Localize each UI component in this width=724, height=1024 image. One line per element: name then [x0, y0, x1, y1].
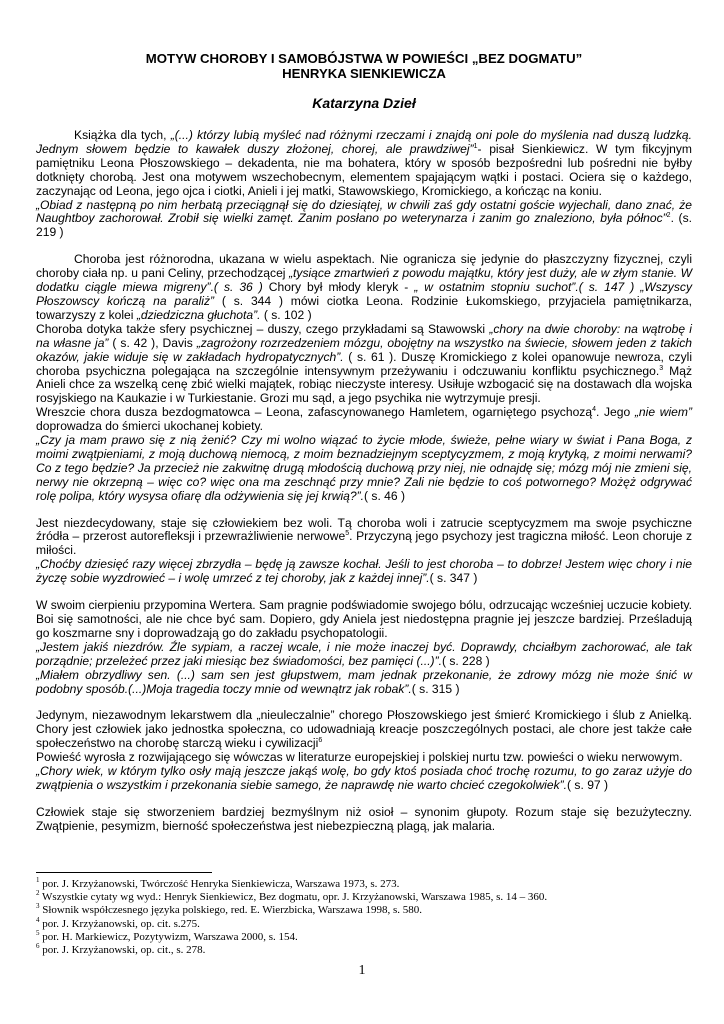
quote-run: „chory na dwie choroby: na wątrobę i na własne ja”: [36, 321, 692, 350]
quote-run: „Czy ja mam prawo się z nią żenić? Czy mi wolno wiązać to życie młode, świeże, pełne wiary w świat i Pana Boga, z moimi zwątpieniami, z moją duchową niemocą, z moim beznadziejnym sceptycyzmem, z moją krytyką, z moimi nerwami? Co z tego będzie? Ja przecież nie zakwitnę drugą młodością duchową przy niej, nie odnajdę się; mózg mój nie zmieni się, nerwy nie okrzepną – więc co? więc ona ma zeschnąć przy mnie? Zali nie będzie to coś potwornego? Możęż odgrywać rolę polipa, który wysysa ofiarę dla odżywienia się jej krwią?”.: [36, 433, 692, 503]
text-run: Książka dla tych,: [74, 128, 171, 142]
footnote: [36, 891, 692, 904]
title-line-2: HENRYKA SIENKIEWICZA: [282, 65, 446, 81]
footnote-text: Wszystkie cytaty wg wyd.: Henryk Sienkiewicz, Bez dogmatu, opr. J. Krzyżanowski, Warszawa 1985, s. 14 – 360.: [39, 891, 548, 904]
footnote-number: 3: [36, 902, 40, 911]
text-run: - pisał Sienkiewicz. W tym fikcyjnym pamiętniku Leona Płoszowskiego – dekadenta, nie ma bohatera, który w sposób bezpośredni lub pośredni nie byłby dotknięty chorobą. Jest ona motywem wszechobecnym, elementem spajającym wątki i postaci. Ociera się o każdego, zaczynając od Leona, jego ojca i ciotki, Anieli i jej matki, Stawowskiego, Kromickiego, a kończąc na koniu.: [36, 141, 692, 198]
page-ref: ( s. 347 ): [429, 571, 478, 586]
footnote-ref[interactable]: 6: [318, 737, 323, 745]
footnote: [36, 944, 692, 957]
page-ref: ( s. 315 ): [411, 681, 460, 696]
text-run: . Jego: [595, 405, 635, 420]
text-run: doprowadza do śmierci ukochanej kobiety.: [36, 419, 263, 434]
quote-run: „ w ostatnim stopniu suchot”.( s. 147 ) „Wszyscy Płoszowscy kończą na paraliż”: [36, 280, 692, 308]
quote-run: „Choćby dziesięć razy więcej zbrzydła – będę ją zawsze kochał. Jeśli to jest choroba – to dobrze! Jestem więc chory i nie życzę sobie wyzdrowieć – i wolę umrzeć z tej choroby, jak z każdej innej”.: [36, 557, 692, 586]
text-run: ( s. 42 ), Davis: [108, 335, 197, 350]
quotation: [36, 434, 692, 504]
footnote-ref[interactable]: 2: [666, 212, 671, 220]
paragraph: Człowiek staje się stworzeniem bardziej bezmyślnym niż osioł – synonim głupoty. Rozum staje się bezużyteczny. Zwątpienie, pesymizm, bierność społeczeństwa jest niebezpieczną plagą, jak malaria.: [36, 804, 692, 833]
quotation: [36, 669, 692, 697]
page-ref: ( s. 97 ): [567, 777, 609, 792]
quotation: [36, 558, 692, 586]
paragraph: W swoim cierpieniu przypomina Wertera. Sam pragnie podświadomie swojego bólu, odrzucając wcześniej uczucie kobiety. Boi się samotności, ale nie chce być sam. Dopiero, gdy Aniela jest niedostępna pragnie jej jeszcze bardziej. Prześladują go koszmarne sny i doprowadzają go do zakładu psychopatologii.: [36, 598, 692, 640]
paragraph: [36, 323, 692, 406]
text-run: . Przyczyną jego psychozy jest tragiczna miłość. Leon choruje z miłości.: [36, 529, 692, 558]
paragraph: [36, 253, 692, 323]
paper-title: [36, 52, 692, 81]
footnote-divider: [36, 872, 212, 873]
text-run: ( s. 61 ). Duszę Kromickiego z kolei opanowuje newroza, czyli choroba psychiczna polegająca na szczególnie intensywnym przeżywaniu i odczuwaniu konfliktu psychicznego.: [36, 349, 693, 378]
page-ref: ( s. 228 ): [441, 653, 490, 668]
quote-run: „zagrożony rozrzedzeniem mózgu, obojętny na wszystko na świecie, słowem jeden z takich okazów, jakie widuje się w zakładach hydropatycznych”.: [36, 335, 692, 364]
text-run: Jest niezdecydowany, staje się człowiekiem bez woli. Tą choroba woli i zatrucie sceptycyzmem ma swoje psychiczne źródła – przerost autorefleksji i przewrażliwienie nerwowe: [36, 515, 692, 544]
quotation: [36, 199, 692, 241]
footnote-text: por. J. Krzyżanowski, Twórczość Henryka Sienkiewicza, Warszawa 1973, s. 273.: [39, 878, 400, 890]
footnotes: [36, 878, 692, 957]
text-run: Choroba jest różnorodna, ukazana w wielu aspektach. Nie ogranicza się jedynie do płaszczyzny fizycznej, czyli choroby ciała np. u pani Celiny, przechodzącej: [36, 252, 692, 281]
footnote-text: por. J. Krzyżanowski, op. cit., s. 278.: [39, 944, 206, 957]
footnote-number: 4: [36, 915, 40, 924]
footnote-text: Słownik współczesnego języka polskiego, red. E. Wierzbicka, Warszawa 1998, s. 580.: [39, 904, 423, 917]
footnote-ref[interactable]: 5: [345, 530, 350, 538]
quote-run: „Obiad z następną po nim herbatą przeciągnął się do dziesiątej, w chwili zaś gdy ostatni goście wyjechali, dano znać, że Naughtboy zachorował. Zrobił się wielki zamęt. Zanim posłano po weterynarza i zanim go znaleziono, była północ”: [36, 197, 692, 226]
footnote-ref[interactable]: 1: [473, 142, 478, 150]
footnote: [36, 915, 692, 931]
footnote-number: 5: [36, 928, 40, 937]
paragraph: [36, 129, 692, 199]
page-ref: . (s. 219 ): [36, 211, 692, 240]
footnote-number: 6: [36, 942, 40, 951]
footnote: [36, 904, 692, 917]
paragraph: Powieść wyrosła z rozwijającego się wówczas w literaturze europejskiej i polskiej nurtu tzw. powieści o wieku nerwowym.: [36, 750, 683, 765]
quote-run: „Jestem jakiś niezdrów. Źle sypiam, a raczej wcale, i nie może inaczej być. Doprawdy, chciałbym zachorować, ale tak porządnie; przeleżeć przez jaki miesiąc bez świadomości, bez pamięci (...)”.: [36, 639, 692, 668]
page-number: 1: [358, 963, 366, 978]
footnote-ref[interactable]: 4: [592, 406, 596, 414]
quotation: [36, 641, 692, 669]
paragraph: [36, 709, 692, 751]
paragraph: [36, 517, 692, 559]
body-text: [36, 129, 692, 834]
text-run: ( s. 344 ) mówi ciotka Leona. Rodzinie Łukomskiego, przyjaciela pamiętnikarza, towarzyszy z kolei: [36, 293, 692, 322]
title-line-1: MOTYW CHOROBY I SAMOBÓJSTWA W POWIEŚCI „BEZ DOGMATU”: [145, 51, 583, 66]
text-run: Mąż Anieli chce za wszelką cenę zbić wielki majątek, robiąc nieczyste interesy. Usiłuje wzbogacić się na dostawach dla wojska rosyjskiego na Kaukazie i w Turkiestanie. Grozi mu sąd, a jego psychika nie wytrzymuje presji.: [36, 363, 692, 406]
quotation: [36, 765, 692, 793]
paragraph: [36, 406, 692, 434]
footnote-text: por. J. Krzyżanowski, op. cit. s.275.: [39, 917, 200, 930]
quote-run: „(...) którzy lubią myśleć nad różnymi rzeczami i znajdą oni pole do myślenia nad duszą ludzką. Jednym słowem będzie to kawałek duszy złożonej, chorej, ale prawdziwej”: [36, 128, 693, 156]
page-ref: ( s. 46 ): [364, 488, 406, 503]
text-run: Wreszcie chora dusza bezdogmatowca – Leona, zafascynowanego Hamletem, ogarniętego psychozą: [36, 405, 593, 420]
quote-run: „tysiące zmartwień z powodu majątku, który jest duży, ale w złym stanie. W dodatku ciągle miewa migreny”.( s. 36 ): [36, 266, 692, 295]
footnote-number: 2: [36, 889, 40, 898]
text-run: Chory był młody kleryk -: [262, 280, 415, 295]
text-run: ( s. 102 ): [260, 307, 312, 322]
text-run: Choroba dotyka także sfery psychicznej – duszy, czego przykładami są Stawowski: [36, 321, 490, 336]
footnote: [36, 878, 692, 891]
author-name: Katarzyna Dzieł: [312, 95, 416, 111]
footnote-ref[interactable]: 3: [659, 364, 664, 372]
quote-run: „Chory wiek, w którym tylko osły mają jeszcze jakąś wolę, bo gdy ktoś posiada choć trochę rozumu, to go zaraz użyje do zwątpienia o wszystkim i przekonania siebie samego, że naprawdę nie warto chcieć czegokolwiek”.: [36, 764, 692, 792]
footnote-text: por. H. Markiewicz, Pozytywizm, Warszawa 2000, s. 154.: [39, 930, 298, 943]
footnote-number: 1: [36, 876, 40, 884]
footnote: [36, 928, 692, 944]
quote-run: „nie wiem”: [634, 405, 692, 420]
quote-run: „Miałem obrzydliwy sen. (...) sam sen jest głupstwem, mam jednak przekonanie, że zdrowy mózg nie może śnić w podobny sposób.(...)Moja tragedia toczy mnie od wewnątrz jak robak”.: [36, 667, 692, 696]
quote-run: „dziedziczna głuchota”.: [136, 307, 261, 322]
text-run: Jedynym, niezawodnym lekarstwem dla „nieuleczalnie” chorego Płoszowskiego jest śmierć Kromickiego i ślub z Anielką. Chory jest człowiek jako jednostka społeczna, co udowadniają kreacje poszczególnych postaci, ale chore jest także całe społeczeństwo na chorobę starczą wieku i cywilizacji: [36, 708, 692, 751]
